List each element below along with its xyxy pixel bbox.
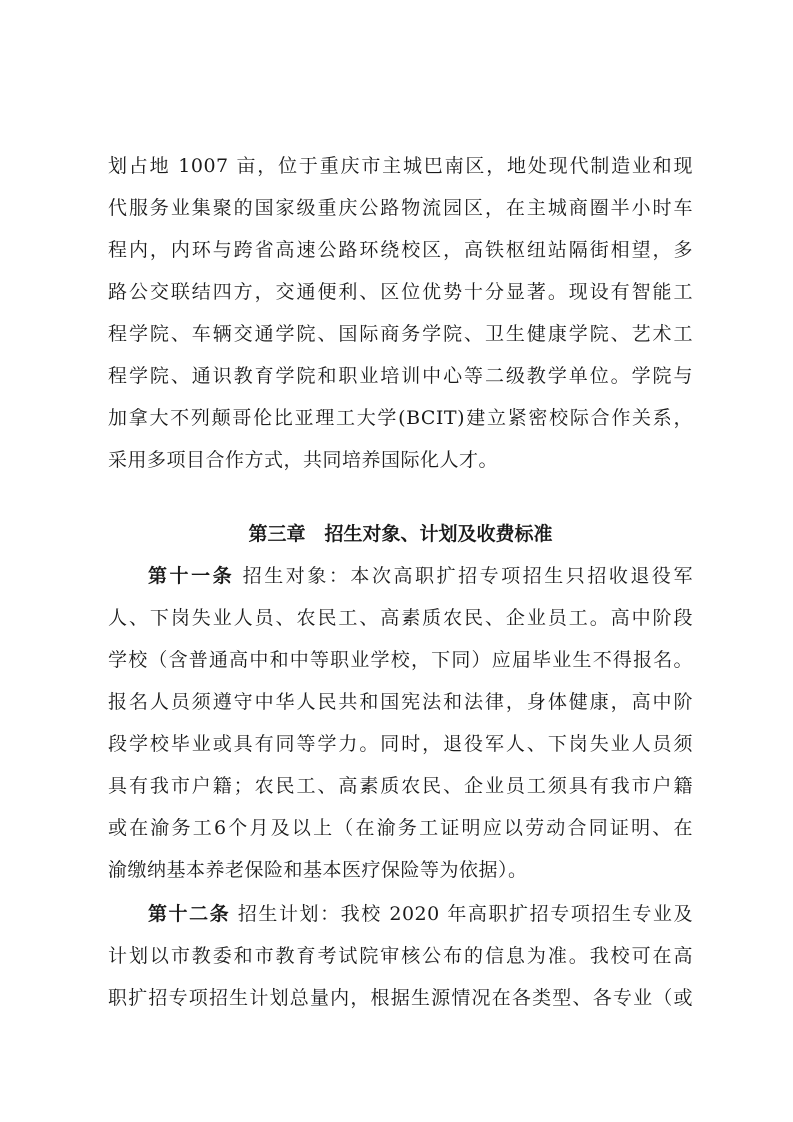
article-12-first-text: 招生计划：我校 2020 年高职扩招专项招生专业及 bbox=[237, 903, 693, 925]
chapter-heading: 第三章 招生对象、计划及收费标准 bbox=[248, 523, 553, 545]
article-12-line-3: 职扩招专项招生计划总量内，根据生源情况在各类型、各专业（或 bbox=[108, 987, 693, 1009]
article-12-label: 第十二条 bbox=[148, 903, 231, 925]
intro-line-4: 路公交联结四方，交通便利、区位优势十分显著。现设有智能工 bbox=[108, 281, 693, 303]
intro-line-7: 加拿大不列颠哥伦比亚理工大学(BCIT)建立紧密校际合作关系， bbox=[108, 407, 693, 429]
intro-line-5: 程学院、车辆交通学院、国际商务学院、卫生健康学院、艺术工 bbox=[108, 323, 693, 345]
intro-line-2: 代服务业集聚的国家级重庆公路物流园区，在主城商圈半小时车 bbox=[108, 197, 693, 219]
article-11-label: 第十一条 bbox=[148, 565, 235, 587]
intro-line-1: 划占地 1007 亩，位于重庆市主城巴南区，地处现代制造业和现 bbox=[108, 155, 693, 177]
intro-line-3: 程内，内环与跨省高速公路环绕校区，高铁枢纽站隔街相望，多 bbox=[108, 239, 693, 261]
article-12-first-line bbox=[108, 902, 693, 926]
article-11-line-4: 报名人员须遵守中华人民共和国宪法和法律，身体健康，高中阶 bbox=[108, 691, 693, 713]
article-11-line-2: 人、下岗失业人员、农民工、高素质农民、企业员工。高中阶段 bbox=[108, 607, 693, 629]
article-11-line-7: 或在渝务工6个月及以上（在渝务工证明应以劳动合同证明、在 bbox=[108, 817, 693, 839]
article-11-first-text: 招生对象：本次高职扩招专项招生只招收退役军 bbox=[242, 565, 693, 587]
article-11-line-5: 段学校毕业或具有同等学力。同时，退役军人、下岗失业人员须 bbox=[108, 733, 693, 755]
article-11-line-3: 学校（含普通高中和中等职业学校，下同）应届毕业生不得报名。 bbox=[108, 649, 693, 671]
article-12-line-2: 计划以市教委和市教育考试院审核公布的信息为准。我校可在高 bbox=[108, 945, 693, 967]
article-11-line-6: 具有我市户籍；农民工、高素质农民、企业员工须具有我市户籍 bbox=[108, 775, 693, 797]
intro-line-8: 采用多项目合作方式，共同培养国际化人才。 bbox=[108, 449, 499, 471]
article-11-line-8: 渝缴纳基本养老保险和基本医疗保险等为依据）。 bbox=[108, 859, 528, 881]
intro-line-6: 程学院、通识教育学院和职业培训中心等二级教学单位。学院与 bbox=[108, 365, 693, 387]
article-11-first-line bbox=[108, 564, 693, 588]
